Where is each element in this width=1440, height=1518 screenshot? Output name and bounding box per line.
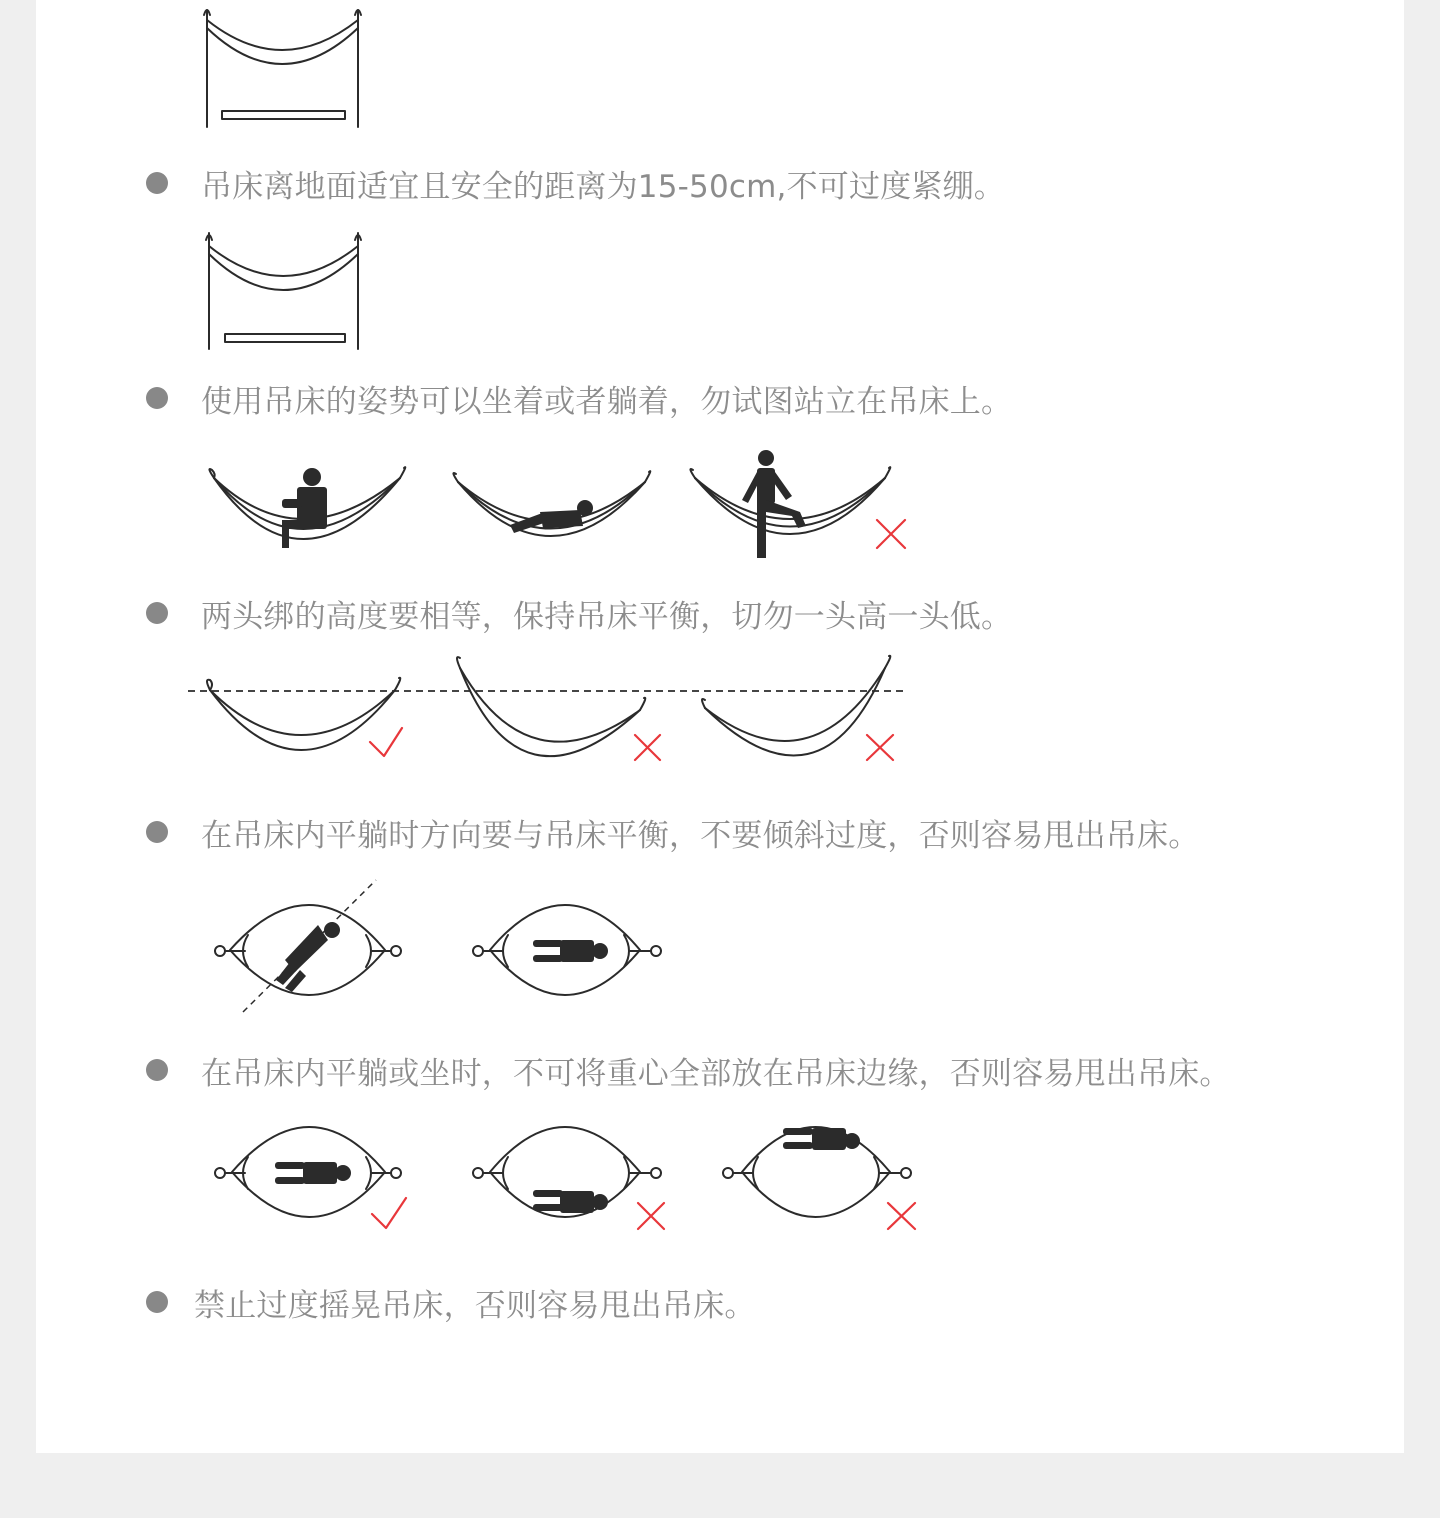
bullet-icon [146, 172, 168, 194]
instruction-4 [146, 812, 1199, 852]
instruction-2 [146, 378, 1012, 418]
bullet-icon [146, 1291, 168, 1313]
instruction-5 [146, 1050, 1231, 1090]
instruction-4-text: 在吊床内平躺时方向要与吊床平衡，不要倾斜过度，否则容易甩出吊床。 [201, 817, 1200, 854]
instruction-1 [146, 163, 1005, 203]
instruction-2-text: 使用吊床的姿势可以坐着或者躺着，勿试图站立在吊床上。 [201, 383, 1013, 420]
bullet-icon [146, 821, 168, 843]
instruction-6-text: 禁止过度摇晃吊床，否则容易甩出吊床。 [194, 1287, 756, 1324]
instruction-3 [146, 593, 1012, 633]
instruction-6 [146, 1282, 756, 1322]
bullet-icon [146, 1059, 168, 1081]
content-card [36, 0, 1404, 1453]
instruction-5-text: 在吊床内平躺或坐时，不可将重心全部放在吊床边缘，否则容易甩出吊床。 [201, 1055, 1231, 1092]
bullet-icon [146, 387, 168, 409]
instruction-3-text: 两头绑的高度要相等，保持吊床平衡，切勿一头高一头低。 [201, 598, 1013, 635]
instruction-1-text: 吊床离地面适宜且安全的距离为15-50cm,不可过度紧绷。 [201, 168, 1005, 205]
bullet-icon [146, 602, 168, 624]
